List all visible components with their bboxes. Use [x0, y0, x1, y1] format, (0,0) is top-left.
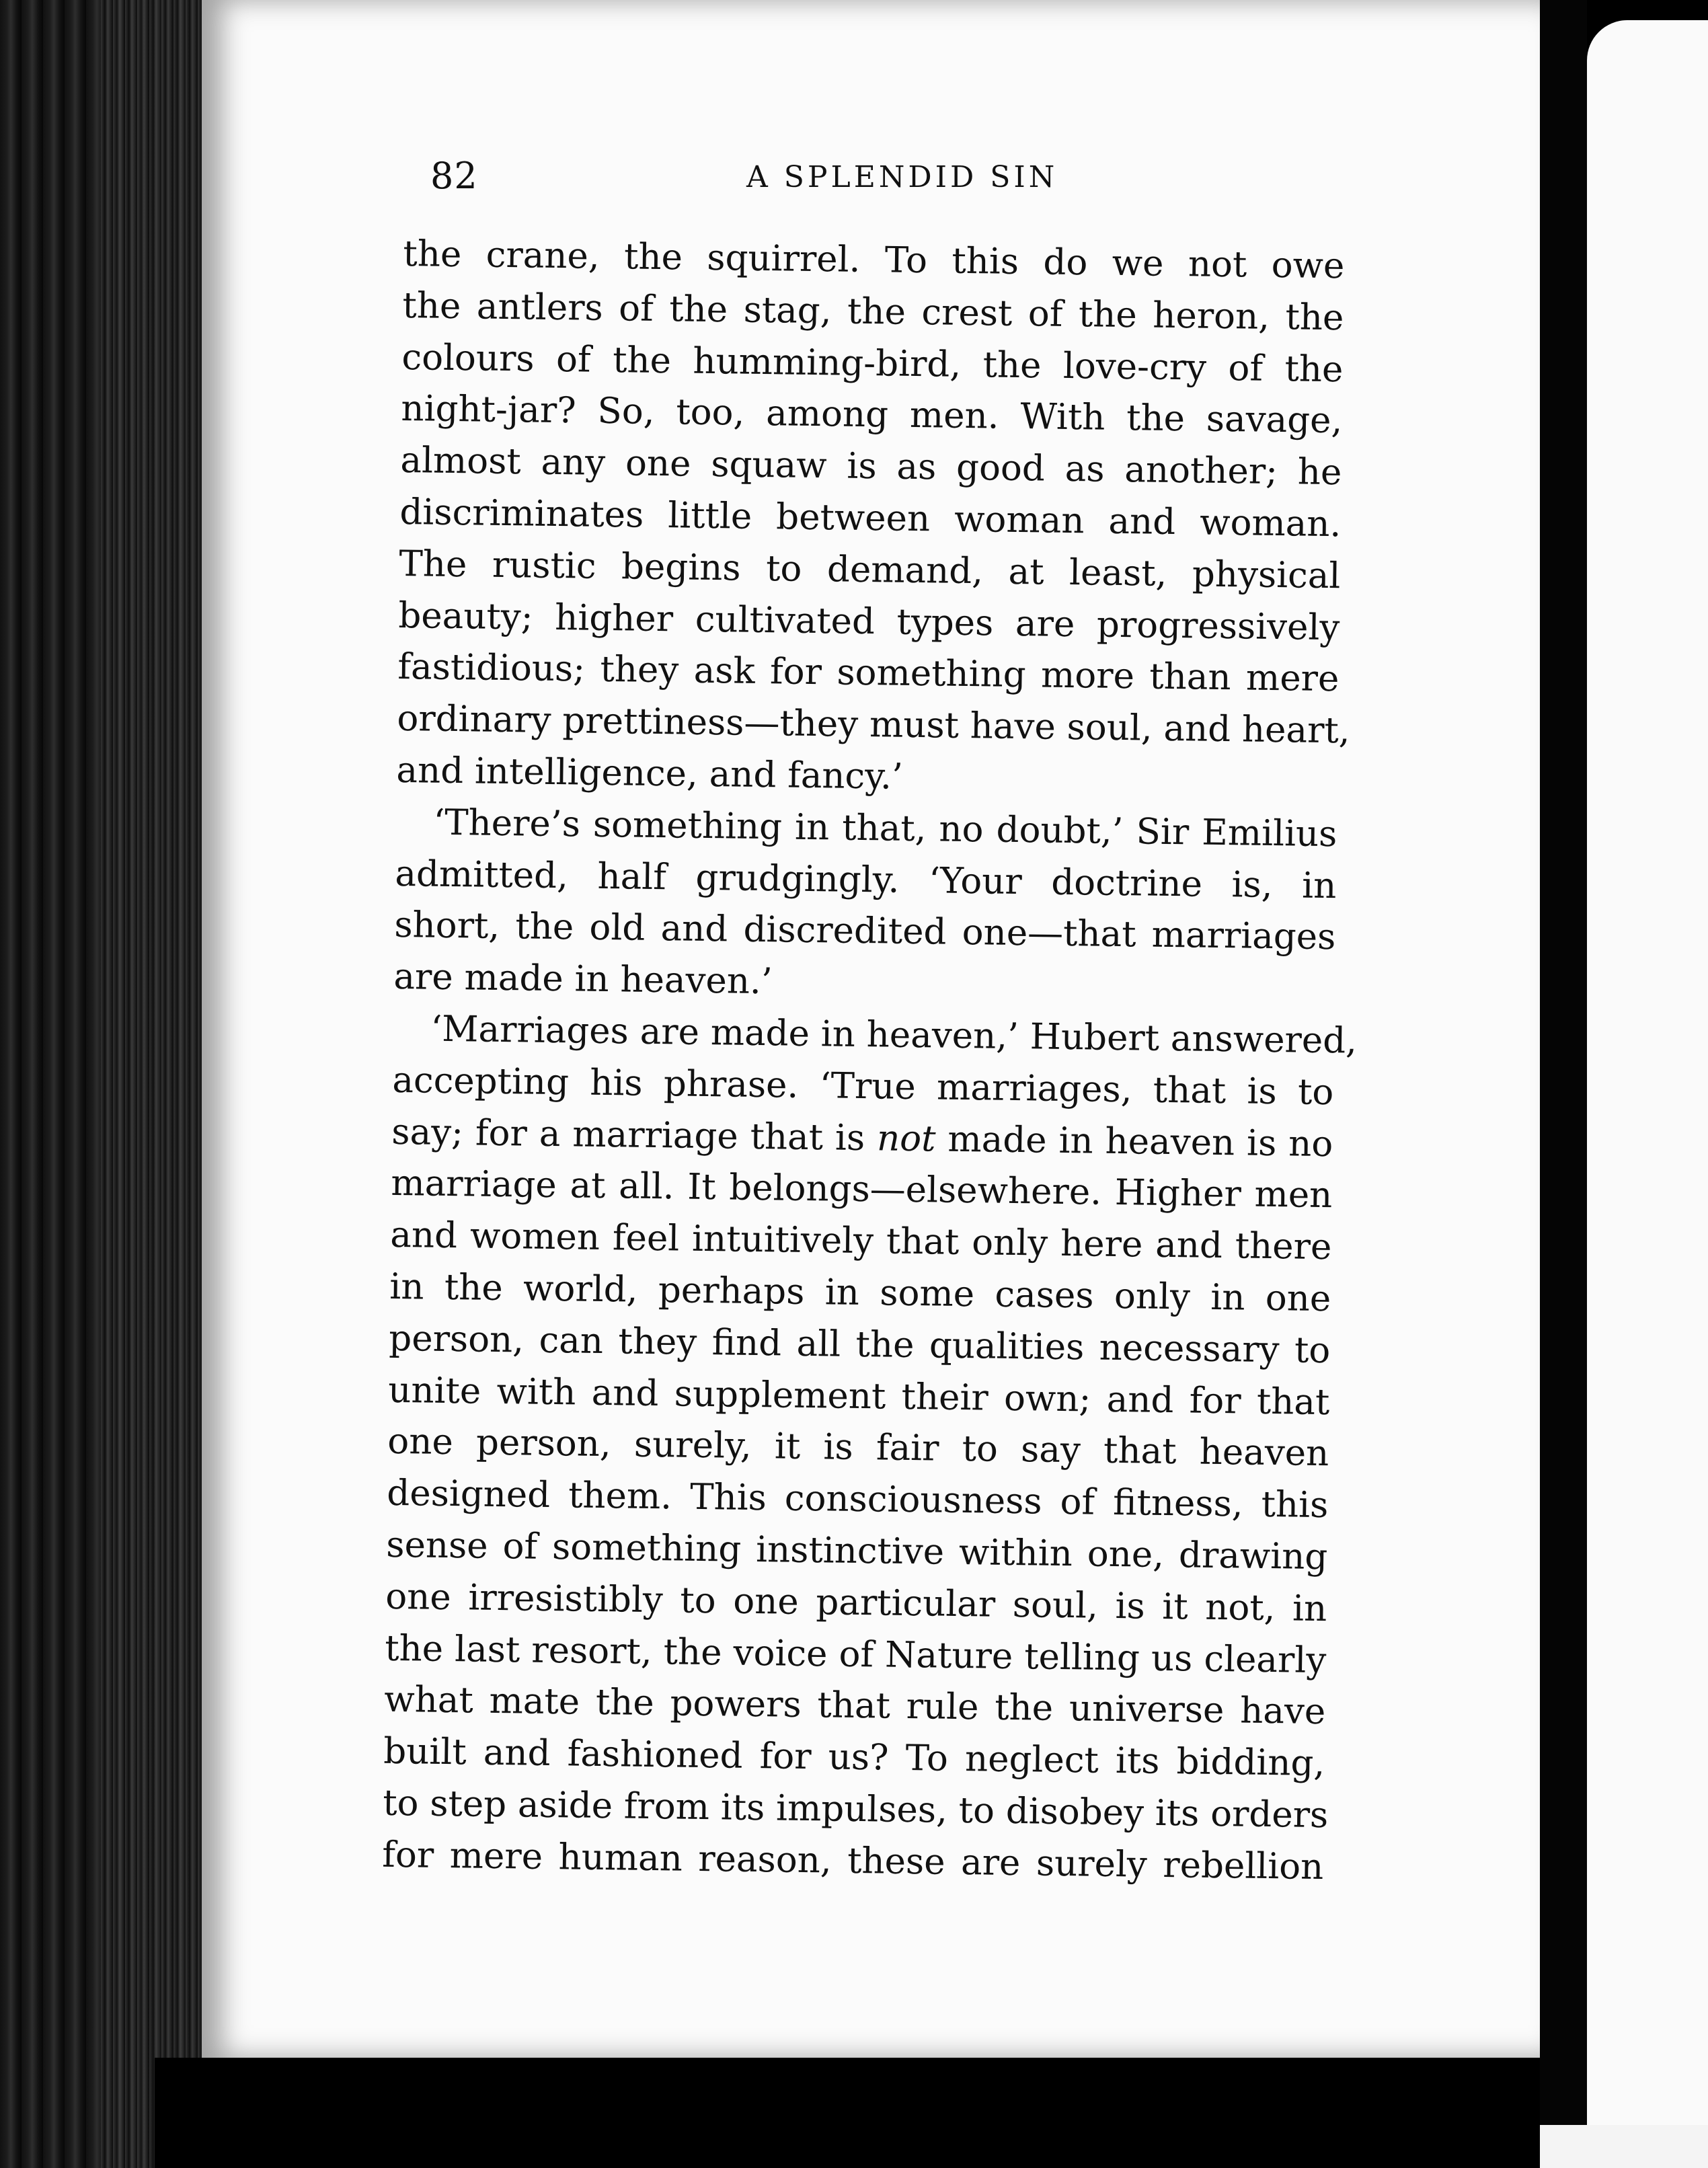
text-line: sense of something instinctive within one, drawing: [385, 1524, 1328, 1578]
emphasis-word: not: [876, 1117, 936, 1160]
text-line: and intelligence, and fancy.’: [396, 749, 904, 798]
book-gutter: [101, 0, 202, 2168]
text-line: ‘There’s something in that, no doubt,’ Sir Emilius: [433, 802, 1337, 855]
text-line: ‘Marriages are made in heaven,’ Hubert answered,: [430, 1008, 1358, 1062]
text-line: say; for a marriage that is not made in heaven is no: [391, 1111, 1333, 1165]
text-line: beauty; higher cultivated types are progressively: [398, 594, 1340, 648]
text-line: designed them. This consciousness of fitness, this: [386, 1472, 1329, 1526]
text-line: for mere human reason, these are surely rebellion: [381, 1834, 1324, 1888]
text-line: admitted, half grudgingly. ‘Your doctrine is, in: [395, 853, 1337, 906]
text-line: one irresistibly to one particular soul, is it not, in: [385, 1576, 1327, 1629]
facing-page-bottom: [1540, 2125, 1708, 2168]
page-bottom-shadow: [155, 2058, 1553, 2168]
facing-page-edge: [1587, 20, 1708, 2168]
text-line: discriminates little between woman and woman.: [399, 491, 1342, 545]
text-line: marriage at all. It belongs—elsewhere. Higher men: [391, 1163, 1333, 1216]
running-title: A SPLENDID SIN: [746, 160, 1058, 194]
page-divider: [1540, 0, 1587, 2168]
text-line: fastidious; they ask for something more than mere: [397, 646, 1340, 700]
text-line: ordinary prettiness—they must have soul, and heart,: [397, 698, 1350, 752]
text-line: and women feel intuitively that only here and there: [390, 1214, 1332, 1268]
text-line: built and fashioned for us? To neglect its bidding,: [383, 1730, 1325, 1785]
page-header: [430, 155, 1372, 215]
text-line: person, can they find all the qualities necessary to: [388, 1317, 1331, 1371]
text-line: unite with and supplement their own; and for that: [387, 1369, 1330, 1423]
text-line: accepting his phrase. ‘True marriages, that is to: [392, 1059, 1334, 1113]
body-text: [381, 229, 1358, 1894]
text-line: The rustic begins to demand, at least, physical: [399, 543, 1341, 597]
text-line: short, the old and discredited one—that marriages: [394, 904, 1336, 958]
text-line: the antlers of the stag, the crest of the heron, the: [402, 284, 1344, 339]
text-line: are made in heaven.’: [393, 956, 773, 1003]
text-line: the crane, the squirrel. To this do we not owe: [403, 233, 1345, 287]
text-line: night-jar? So, too, among men. With the savage,: [401, 388, 1343, 442]
text-line: one person, surely, it is fair to say that heaven: [387, 1421, 1329, 1475]
text-line: almost any one squaw is as good as another; he: [400, 440, 1342, 494]
text-line: what mate the powers that rule the universe have: [383, 1679, 1326, 1733]
text-line: colours of the humming-bird, the love-cry of the: [401, 336, 1344, 390]
text-line: in the world, perhaps in some cases only in one: [389, 1266, 1331, 1320]
page-number: 82: [430, 155, 478, 197]
text-line: the last resort, the voice of Nature telling us clearly: [384, 1627, 1327, 1681]
text-line: to step aside from its impulses, to disobey its orders: [382, 1782, 1329, 1836]
